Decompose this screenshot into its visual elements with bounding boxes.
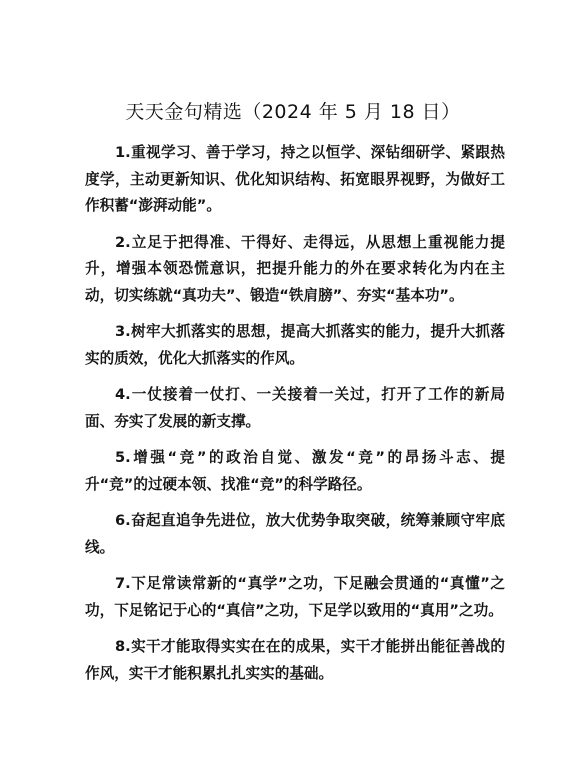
- paragraph-4: 4.一仗接着一仗打、一关接着一关过，打开了工作的新局面、夯实了发展的新支撑。: [85, 386, 505, 430]
- document-body: [85, 140, 505, 697]
- document-title: 天天金句精选（2024 年 5 月 18 日）: [125, 101, 461, 123]
- paragraph-6: 6.奋起直追争先进位，放大优势争取突破，统筹兼顾守牢底线。: [85, 512, 505, 556]
- paragraph-1: 1.重视学习、善于学习，持之以恒学、深钻细研学、紧跟热度学，主动更新知识、优化知识结构、拓宽眼界视野，为做好工作积蓄“澎湃动能”。: [85, 144, 505, 214]
- paragraph-2: 2.立足于把得准、干得好、走得远，从思想上重视能力提升，增强本领恐慌意识，把提升能力的外在要求转化为内在主动，切实练就“真功夫”、锻造“铁肩膀”、夯实“基本功”。: [85, 233, 505, 304]
- paragraph-7: 7.下足常读常新的“真学”之功，下足融会贯通的“真懂”之功，下足铭记于心的“真信”之功，下足学以致用的“真用”之功。: [85, 575, 505, 619]
- paragraph-5: 5.增强“竞”的政治自觉、激发“竞”的昂扬斗志、提升“竞”的过硬本领、找准“竞”的科学路径。: [85, 449, 505, 493]
- paragraph-8: 8.实干才能取得实实在在的成果，实干才能拼出能征善战的作风，实干才能积累扎扎实实的基础。: [85, 638, 505, 682]
- paragraph-3: 3.树牢大抓落实的思想，提高大抓落实的能力，提升大抓落实的质效，优化大抓落实的作风。: [85, 323, 505, 367]
